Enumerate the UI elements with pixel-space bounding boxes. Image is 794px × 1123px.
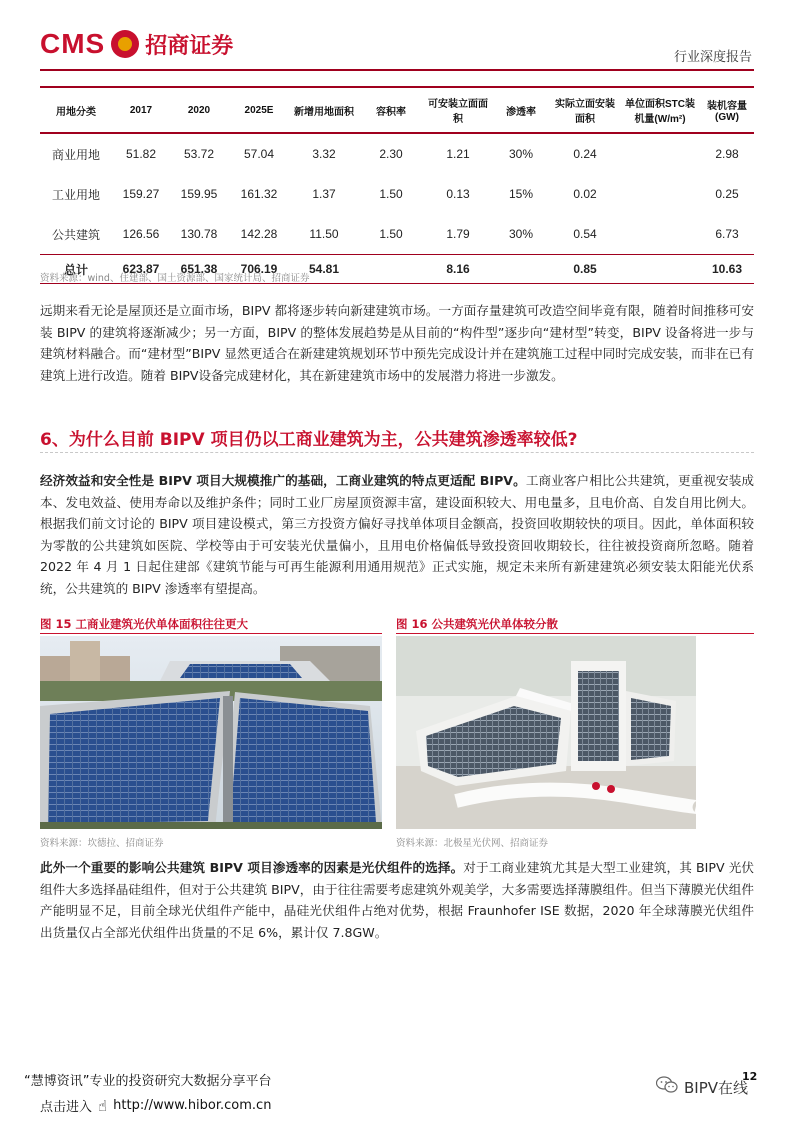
table-cell: 706.19 — [228, 255, 290, 284]
paragraph-economics — [40, 470, 754, 599]
table-cell: 3.32 — [312, 147, 336, 161]
wechat-icon — [656, 1076, 678, 1098]
report-type: 行业深度报告 — [673, 50, 752, 65]
hand-cursor-icon: ☝ — [98, 1096, 108, 1115]
table-cell: 51.82 — [125, 147, 157, 161]
table-cell — [620, 174, 700, 214]
table-cell: 1.21 — [446, 147, 470, 161]
logo-latin: CMS — [40, 28, 106, 59]
table-cell: 6.73 — [715, 227, 739, 241]
table-source: 资料来源：wind、住建部、国土资源部、国家统计局、招商证券 — [40, 273, 310, 284]
table-cell: 公共建筑 — [51, 227, 100, 242]
paragraph-lead: 此外一个重要的影响公共建筑 BIPV 项目渗透率的因素是光伏组件的选择。 — [40, 860, 464, 875]
figure-15-source: 资料来源：坎德拉、招商证券 — [40, 838, 164, 849]
page-number: 12 — [742, 1070, 758, 1083]
header-divider — [40, 69, 754, 71]
table-cell — [620, 214, 700, 255]
table-cell: 126.56 — [122, 227, 160, 241]
table-row — [40, 174, 754, 214]
land-use-table — [40, 86, 754, 284]
public-building-render — [396, 636, 696, 829]
table-cell: 130.78 — [180, 227, 218, 241]
figure-16-title: 图 16 公共建筑光伏单体较分散 — [396, 617, 559, 631]
table-cell: 1.50 — [379, 187, 403, 201]
figure-15-divider — [40, 633, 382, 634]
logo-chinese: 招商证券 — [145, 32, 234, 59]
figure-15-title: 图 15 工商业建筑光伏单体面积往往更大 — [40, 617, 249, 631]
logo-emblem-icon — [111, 30, 139, 58]
table-header-cell: 2020 — [170, 87, 228, 133]
table-cell — [620, 133, 700, 174]
table-cell: 2.30 — [379, 147, 403, 161]
wechat-account — [656, 1076, 748, 1098]
section-heading: 6、为什么目前 BIPV 项目仍以工商业建筑为主，公共建筑渗透率较低? — [40, 430, 578, 450]
link-prefix: 点击进入 — [40, 1100, 93, 1115]
factory-rooftop-photo — [40, 636, 382, 829]
table-cell: 651.38 — [170, 255, 228, 284]
figure-16-source: 资料来源：北极星光伏网、招商证券 — [396, 838, 549, 849]
paragraph-body: 工商业客户相比公共建筑，更重视安装成本、发电效益、使用寿命以及维护条件；同时工业厂房屋顶资源丰富，建设面积较大、用电量多，且电价高、自发自用比例大。根据我们前文讨论的 BIPV 项目建设模式，第三方投资方偏好寻找单体项目金额高，投资回收期较快的项目。因此，单体面积较为零散的公共建筑如医院、学校等由于可安装光伏量偏小，且用电价格偏低导致投资回收期较长，往往被投资商所忽略。随着 2022 年 4 月 1 日起住建部《建筑节能与可再生能源利用通用规范》正式实施，规定未来所有新建建筑必须安装太阳能光伏系统，公共建筑的 BIPV 渗透率有望提高。 — [40, 473, 754, 596]
table-header-row — [40, 87, 754, 133]
table-header-cell: 渗透率 — [492, 87, 550, 133]
table-header-cell: 容积率 — [358, 87, 424, 133]
table-cell: 10.63 — [700, 255, 754, 284]
table-header-cell: 装机容量(GW) — [700, 87, 754, 133]
table-cell: 159.95 — [180, 187, 218, 201]
company-logo — [40, 24, 233, 64]
table-cell: 0.02 — [573, 187, 597, 201]
paragraph-module-choice — [40, 857, 754, 943]
table-header-cell: 用地分类 — [40, 87, 112, 133]
table-cell: 53.72 — [183, 147, 215, 161]
table-row — [40, 214, 754, 255]
table-row — [40, 133, 754, 174]
paragraph-body: 对于工商业建筑尤其是大型工业建筑，其 BIPV 光伏组件大多选择晶硅组件，但对于公共建筑 BIPV，由于往往需要考虑建筑外观美学，大多需要选择薄膜组件。但当下薄膜光伏组件产能明显不足，目前全球光伏组件产能中，晶硅光伏组件占绝对优势，根据 Fraunhofer ISE 数据，2020 年全球薄膜光伏组件出货量仅占全部光伏组件出货量的不足 6%，累计仅 7.8GW。 — [40, 860, 755, 940]
table-cell: 0.13 — [446, 187, 470, 201]
table-cell: 161.32 — [240, 187, 278, 201]
footer-link-row — [40, 1096, 271, 1115]
hibor-url-link[interactable]: http://www.hibor.com.cn — [113, 1098, 272, 1113]
table-cell: 1.79 — [446, 227, 470, 241]
table-cell: 54.81 — [290, 255, 358, 284]
table-header-cell: 实际立面安装面积 — [550, 87, 620, 133]
table-cell: 30% — [508, 147, 534, 161]
section-divider — [40, 452, 754, 453]
table-header-cell: 新增用地面积 — [290, 87, 358, 133]
table-cell: 总计 — [40, 255, 112, 284]
table-cell: 159.27 — [122, 187, 160, 201]
table-cell: 0.54 — [573, 227, 597, 241]
table-cell: 工业用地 — [51, 187, 100, 202]
table-cell: 30% — [508, 227, 534, 241]
table-cell: 11.50 — [309, 227, 339, 241]
table-cell: 15% — [508, 187, 534, 201]
table-cell: 623.87 — [112, 255, 170, 284]
table-cell: 142.28 — [240, 227, 278, 241]
figure-16-divider — [396, 633, 754, 634]
paragraph-new-build-market: 远期来看无论是屋顶还是立面市场，BIPV 都将逐步转向新建建筑市场。一方面存量建筑可改造空间毕竟有限，随着时间推移可安装 BIPV 的建筑将逐渐减少；另一方面，BIPV 的整体发展趋势是从目前的“构件型”逐步向“建材型”转变，BIPV 设备将进一步与建筑材料融合。而“建材型”BIPV 显然更适合在新建建筑规划环节中预先完成设计并在建筑施工过程中同时完成安装，而非在已有建筑上进行改造。随着 BIPV设备完成建材化，其在新建建筑市场中的发展潜力将进一步激发。 — [40, 303, 754, 383]
footer-platform-text: “慧博资讯”专业的投资研究大数据分享平台 — [24, 1074, 272, 1089]
table-cell: 0.24 — [573, 147, 597, 161]
table-cell: 1.37 — [312, 187, 336, 201]
table-cell: 0.85 — [550, 255, 620, 284]
table-cell: 商业用地 — [51, 147, 100, 162]
table-cell — [358, 255, 424, 284]
wechat-account-name: BIPV在线 — [684, 1078, 749, 1097]
table-cell: 0.25 — [715, 187, 739, 201]
table-header-cell: 2017 — [112, 87, 170, 133]
table-header-cell: 可安装立面面积 — [424, 87, 492, 133]
table-cell — [620, 255, 700, 284]
table-cell — [492, 255, 550, 284]
table-cell: 8.16 — [424, 255, 492, 284]
table-header-cell: 单位面积STC装机量(W/m²) — [620, 87, 700, 133]
table-cell: 1.50 — [379, 227, 403, 241]
table-header-cell: 2025E — [228, 87, 290, 133]
table-cell: 2.98 — [715, 147, 739, 161]
table-cell: 57.04 — [243, 147, 275, 161]
paragraph-lead: 经济效益和安全性是 BIPV 项目大规模推广的基础，工商业建筑的特点更适配 BIPV。 — [40, 473, 526, 488]
